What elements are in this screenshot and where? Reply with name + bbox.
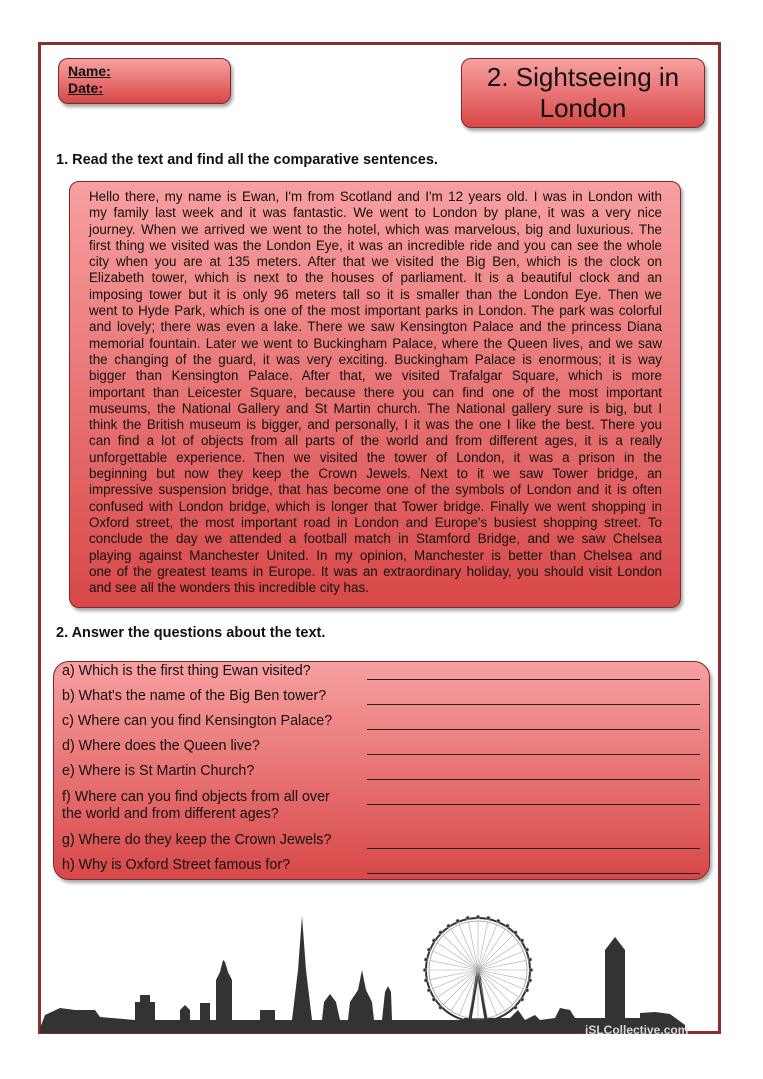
pod — [424, 979, 428, 983]
reading-text-line: confused with London bridge, which is longer that Tower bridge. Finally we went shopping in — [89, 498, 662, 514]
name-date-box — [58, 58, 231, 104]
title-line-2: London — [539, 93, 627, 123]
section2-heading: 2. Answer the questions about the text. — [56, 625, 326, 641]
reading-text-line: city when you are at 135 meters. After that we visited the Big Ben, which is the clock on — [89, 254, 662, 270]
pod — [424, 958, 428, 962]
title-line-1: 2. Sightseeing in — [486, 62, 680, 92]
date-label: Date: — [68, 80, 104, 96]
name-label: Name: — [68, 63, 111, 79]
reading-text-line: and lovely; there was even a lake. There we saw Kensington Palace and the princess Diana — [89, 319, 662, 335]
pod — [427, 948, 431, 952]
reading-text-line: playing against Manchester United. In my opinion, Manchester is better than Chelsea and — [89, 547, 662, 563]
reading-text-line: impressive suspension bridge, that has become one of the symbols of London and it is often — [89, 482, 662, 498]
answer-line[interactable] — [367, 704, 700, 705]
pod — [432, 939, 436, 943]
reading-text-line: bigger than Kensington Palace. After that, we visited Trafalgar Square, which is more — [89, 368, 662, 384]
answer-line[interactable] — [367, 754, 700, 755]
watermark: iSLCollective.com — [585, 1023, 689, 1037]
pod — [514, 1006, 518, 1010]
pod — [506, 924, 510, 928]
question-text: the world and from different ages? — [62, 806, 279, 822]
answer-line[interactable] — [367, 804, 700, 805]
reading-text-line: journey. When we arrived we went to the hotel, which was marvelous, big and luxurious. The — [89, 221, 662, 237]
pod — [476, 915, 480, 919]
answer-line[interactable] — [367, 848, 700, 849]
reading-text-line: imposing tower but it is only 96 meters tall so it is smaller than the London Eye. Then we — [89, 286, 662, 302]
reading-text-line: memorial fountain. Later we went to Buckingham Palace, where the Queen lives, and we saw — [89, 335, 662, 351]
pod — [423, 968, 427, 972]
reading-text-line: Hello there, my name is Ewan, I'm from Scotland and I'm 12 years old. I was in London with — [89, 189, 662, 204]
reading-text-line: first thing we visited was the London Eye, it was an incredible ride and you can see the whole — [89, 237, 662, 253]
question-text: e) Where is St Martin Church? — [62, 763, 255, 779]
pod — [529, 968, 533, 972]
reading-text-line: conclude the day we attended a football match in Stamford Bridge, and we saw Chelsea — [89, 531, 662, 547]
london-eye-spokes — [423, 915, 533, 1019]
reading-text-line: the changing of the guard, it was very exciting. Buckingham Palace is enormous; it is way — [89, 351, 662, 367]
reading-text-line: beginning but now they keep the Crown Jewels. Next to it we saw Tower bridge, an — [89, 466, 662, 482]
answer-line[interactable] — [367, 679, 700, 680]
pod — [528, 958, 532, 962]
reading-text-line: Oxford street, the most important road in London and Europe's busiest shopping street. To — [89, 514, 662, 530]
reading-text-line: can find a lot of objects from all parts of the world and from different ages, it is a really — [89, 433, 662, 449]
pod — [528, 979, 532, 983]
pod — [496, 919, 500, 923]
question-text: h) Why is Oxford Street famous for? — [62, 857, 291, 873]
pod — [525, 948, 529, 952]
answer-line[interactable] — [367, 729, 700, 730]
reading-text-line: one of the greatest teams in Europe. It was an extraordinary holiday, you should visit London — [89, 563, 662, 579]
reading-text-line: my family last week and it was fantastic. We went to London by plane, it was a very nice — [89, 205, 662, 221]
london-skyline-image — [40, 910, 725, 1035]
questions-box — [53, 661, 710, 880]
question-text: d) Where does the Queen live? — [62, 738, 260, 754]
answer-line[interactable] — [367, 779, 700, 780]
pod — [439, 931, 443, 935]
question-text: b) What's the name of the Big Ben tower? — [62, 688, 327, 704]
skyline-base — [40, 916, 685, 1033]
title-box — [461, 58, 705, 128]
spoke — [443, 935, 478, 970]
answer-line[interactable] — [367, 873, 700, 874]
pod — [525, 988, 529, 992]
pod — [520, 939, 524, 943]
pod — [466, 916, 470, 920]
question-text: c) Where can you find Kensington Palace? — [62, 713, 333, 729]
reading-text-line: think the British museum is bigger, and personally, I it was the one I like the best. There you — [89, 417, 662, 433]
reading-text-line: Elizabeth tower, which is next to the houses of parliament. It is a beautiful clock and an — [89, 270, 662, 286]
reading-text-line: and see all the wonders this incredible city has. — [89, 580, 369, 596]
reading-text-box — [69, 181, 681, 608]
question-text: a) Which is the first thing Ewan visited? — [62, 663, 311, 679]
section1-heading: 1. Read the text and find all the comparative sentences. — [56, 152, 438, 168]
reading-text-line: unforgettable experience. Then we visited the tower of London, it was a prison in the — [89, 449, 662, 465]
pod — [456, 919, 460, 923]
reading-text-line: museums, the National Gallery and St Martin church. The National gallery sure is big, but I — [89, 400, 662, 416]
pod — [487, 916, 491, 920]
question-text: g) Where do they keep the Crown Jewels? — [62, 832, 332, 848]
reading-text-line: important than Leicester Square, because there you can find one of the most important — [89, 384, 662, 400]
pod — [514, 931, 518, 935]
pod — [447, 924, 451, 928]
pod — [432, 998, 436, 1002]
question-text: f) Where can you find objects from all over — [62, 789, 330, 805]
pod — [520, 998, 524, 1002]
spoke — [478, 935, 513, 970]
pod — [427, 988, 431, 992]
reading-text-line: went to Hyde Park, which is one of the most important parks in London. The park was colorful — [89, 303, 662, 319]
pod — [439, 1006, 443, 1010]
